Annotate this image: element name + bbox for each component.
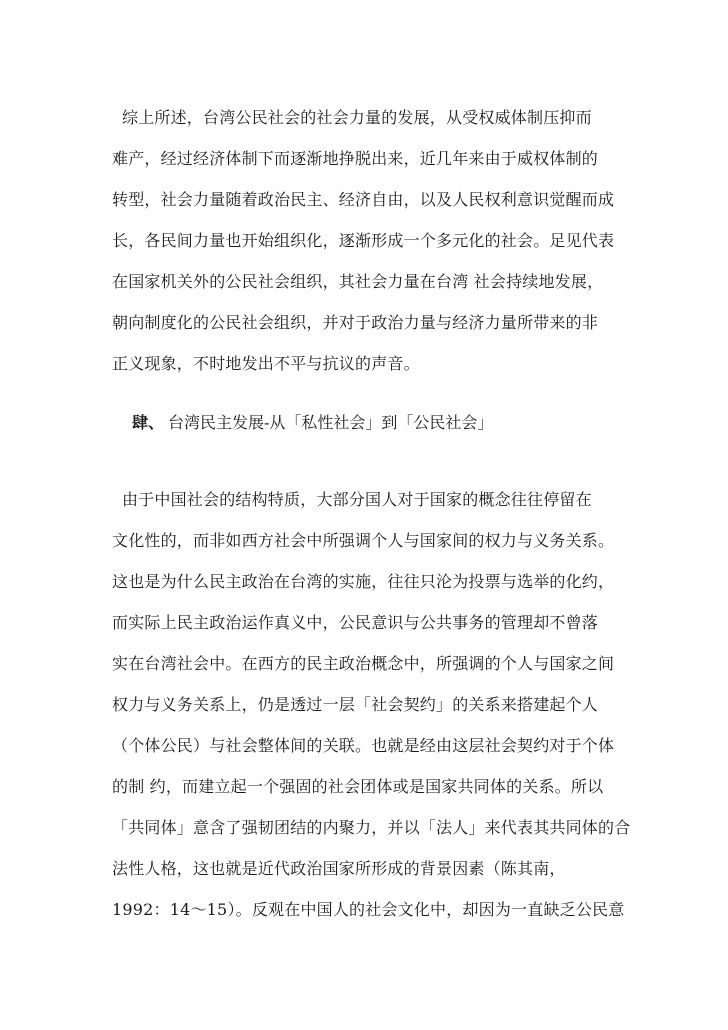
paragraph-1-line-3: 转型，社会力量随着政治民主、经济自由，以及人民权利意识觉醒而成 xyxy=(112,190,615,209)
paragraph-2-line-6: 权力与义务关系上，仍是透过一层「社会契约」的关系来搭建起个人 xyxy=(112,695,599,714)
paragraph-2-line-4: 而实际上民主政治运作真义中，公民意识与公共事务的管理却不曾落 xyxy=(112,613,599,632)
paragraph-2-line-9: 「共同体」意含了强韧团结的内聚力，并以「法人」来代表其共同体的合 xyxy=(112,818,631,837)
paragraph-2-line-1: 由于中国社会的结构特质，大部分国人对于国家的概念往往停留在 xyxy=(122,490,592,509)
paragraph-1-line-7: 正义现象，不时地发出不平与抗议的声音。 xyxy=(112,354,420,373)
paragraph-2-line-7: （个体公民）与社会整体间的关联。也就是经由这层社会契约对于个体 xyxy=(112,736,615,755)
paragraph-2-line-5: 实在台湾社会中。在西方的民主政治概念中，所强调的个人与国家之间 xyxy=(112,654,615,673)
paragraph-2-line-11: 1992：14～15）。反观在中国人的社会文化中，却因为一直缺乏公民意 xyxy=(112,900,625,919)
paragraph-2-line-8: 的制 约，而建立起一个强固的社会团体或是国家共同体的关系。所以 xyxy=(112,777,604,796)
section-title: 台湾民主发展-从「私性社会」到「公民社会」 xyxy=(168,413,494,432)
section-number: 肆、 xyxy=(132,413,165,432)
section-heading xyxy=(132,413,493,433)
paragraph-1-line-1: 综上所述，台湾公民社会的社会力量的发展，从受权威体制压抑而 xyxy=(122,108,592,127)
paragraph-1-line-5: 在国家机关外的公民社会组织，其社会力量在台湾 社会持续地发展， xyxy=(112,272,604,291)
paragraph-1-line-4: 长，各民间力量也开始组织化，逐渐形成一个多元化的社会。足见代表 xyxy=(112,231,615,250)
paragraph-2-line-10: 法性人格，这也就是近代政治国家所形成的背景因素（陈其南， xyxy=(112,859,566,878)
paragraph-2-line-2: 文化性的，而非如西方社会中所强调个人与国家间的权力与义务关系。 xyxy=(112,531,615,550)
paragraph-1-line-6: 朝向制度化的公民社会组织，并对于政治力量与经济力量所带来的非 xyxy=(112,313,599,332)
paragraph-2-line-3: 这也是为什么民主政治在台湾的实施，往往只沦为投票与选举的化约， xyxy=(112,572,615,591)
paragraph-1-line-2: 难产，经过经济体制下而逐渐地挣脱出来，近几年来由于威权体制的 xyxy=(112,149,599,168)
